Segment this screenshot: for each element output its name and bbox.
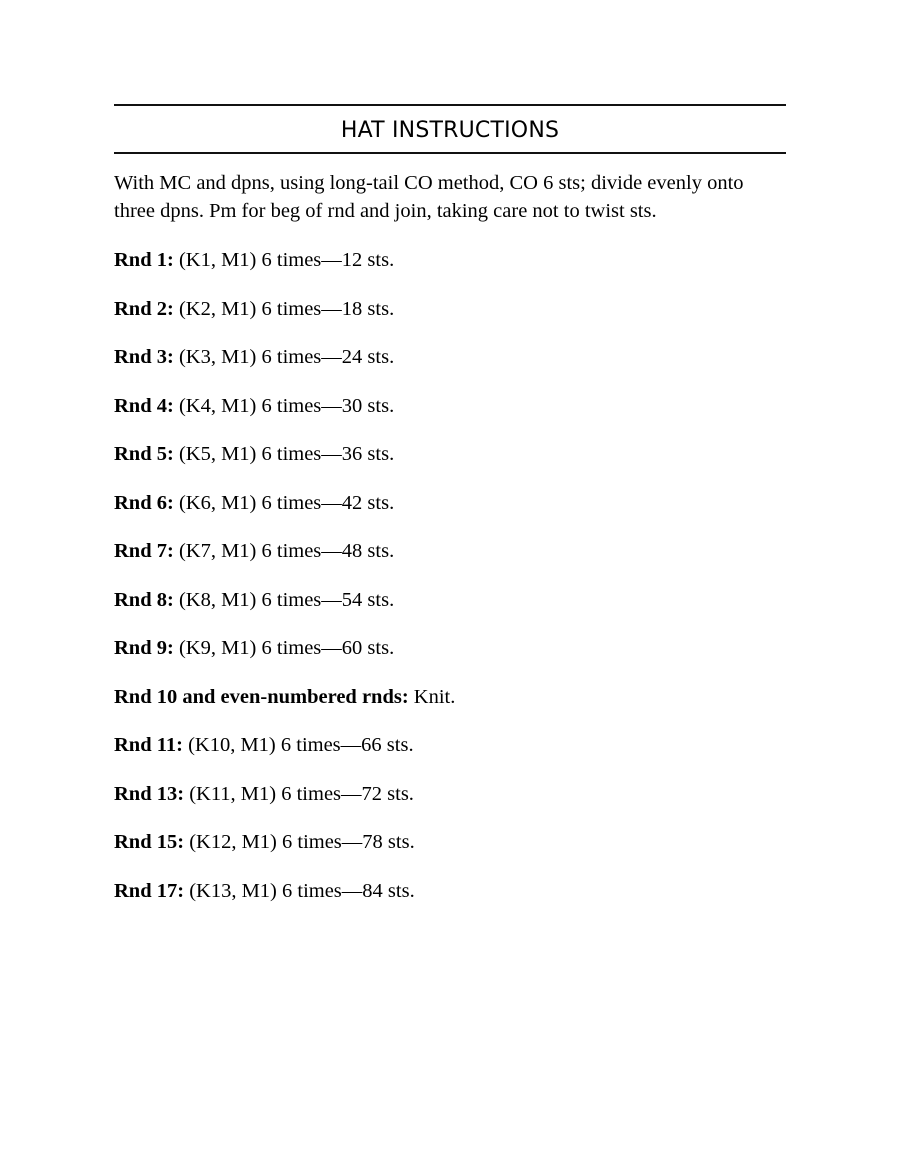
round-step	[114, 489, 786, 517]
bottom-rule	[114, 152, 786, 154]
round-label: Rnd 17:	[114, 879, 185, 902]
section-title: HAT INSTRUCTIONS	[340, 118, 560, 143]
round-list	[114, 246, 786, 905]
round-text: (K7, M1) 6 times—48 sts.	[173, 540, 395, 562]
round-label: Rnd 3:	[114, 346, 174, 368]
round-step	[114, 537, 786, 565]
round-label: Rnd 10 and even-numbered rnds:	[114, 685, 409, 708]
round-text: (K3, M1) 6 times—24 sts.	[173, 346, 395, 368]
round-text: (K13, M1) 6 times—84 sts.	[184, 879, 415, 902]
round-step	[114, 586, 786, 614]
round-step	[114, 295, 786, 323]
round-label: Rnd 8:	[114, 588, 174, 611]
intro-paragraph: With MC and dpns, using long-tail CO method, CO 6 sts; divide evenly onto three dpns. Pm for beg of rnd and join, taking care not to twist sts.	[114, 172, 744, 222]
round-step	[114, 392, 786, 420]
round-text: (K11, M1) 6 times—72 sts.	[184, 782, 414, 805]
round-step	[114, 828, 786, 856]
round-label: Rnd 9:	[114, 637, 174, 659]
pattern-page	[114, 104, 786, 905]
round-step	[114, 780, 786, 808]
round-text: (K9, M1) 6 times—60 sts.	[173, 637, 395, 659]
round-text: (K6, M1) 6 times—42 sts.	[173, 491, 395, 514]
round-step	[114, 877, 786, 905]
round-step	[114, 343, 786, 371]
round-label: Rnd 5:	[114, 443, 174, 465]
round-label: Rnd 2:	[114, 297, 174, 320]
round-label: Rnd 13:	[114, 782, 185, 805]
round-label: Rnd 6:	[114, 491, 174, 514]
round-label: Rnd 11:	[114, 734, 183, 756]
round-step	[114, 634, 786, 662]
round-step	[114, 440, 786, 468]
round-text: (K4, M1) 6 times—30 sts.	[173, 394, 395, 417]
round-step	[114, 683, 786, 711]
round-label: Rnd 15:	[114, 831, 185, 853]
round-text: (K12, M1) 6 times—78 sts.	[184, 831, 415, 853]
round-text: (K10, M1) 6 times—66 sts.	[182, 734, 414, 756]
round-text: (K8, M1) 6 times—54 sts.	[173, 588, 395, 611]
round-text: Knit.	[408, 685, 456, 708]
round-label: Rnd 7:	[114, 540, 174, 562]
round-text: (K1, M1) 6 times—12 sts.	[173, 249, 395, 271]
round-text: (K2, M1) 6 times—18 sts.	[173, 297, 395, 320]
round-label: Rnd 1:	[114, 249, 174, 271]
round-step	[114, 731, 786, 759]
round-step	[114, 246, 786, 274]
round-label: Rnd 4:	[114, 394, 174, 417]
round-text: (K5, M1) 6 times—36 sts.	[173, 443, 395, 465]
